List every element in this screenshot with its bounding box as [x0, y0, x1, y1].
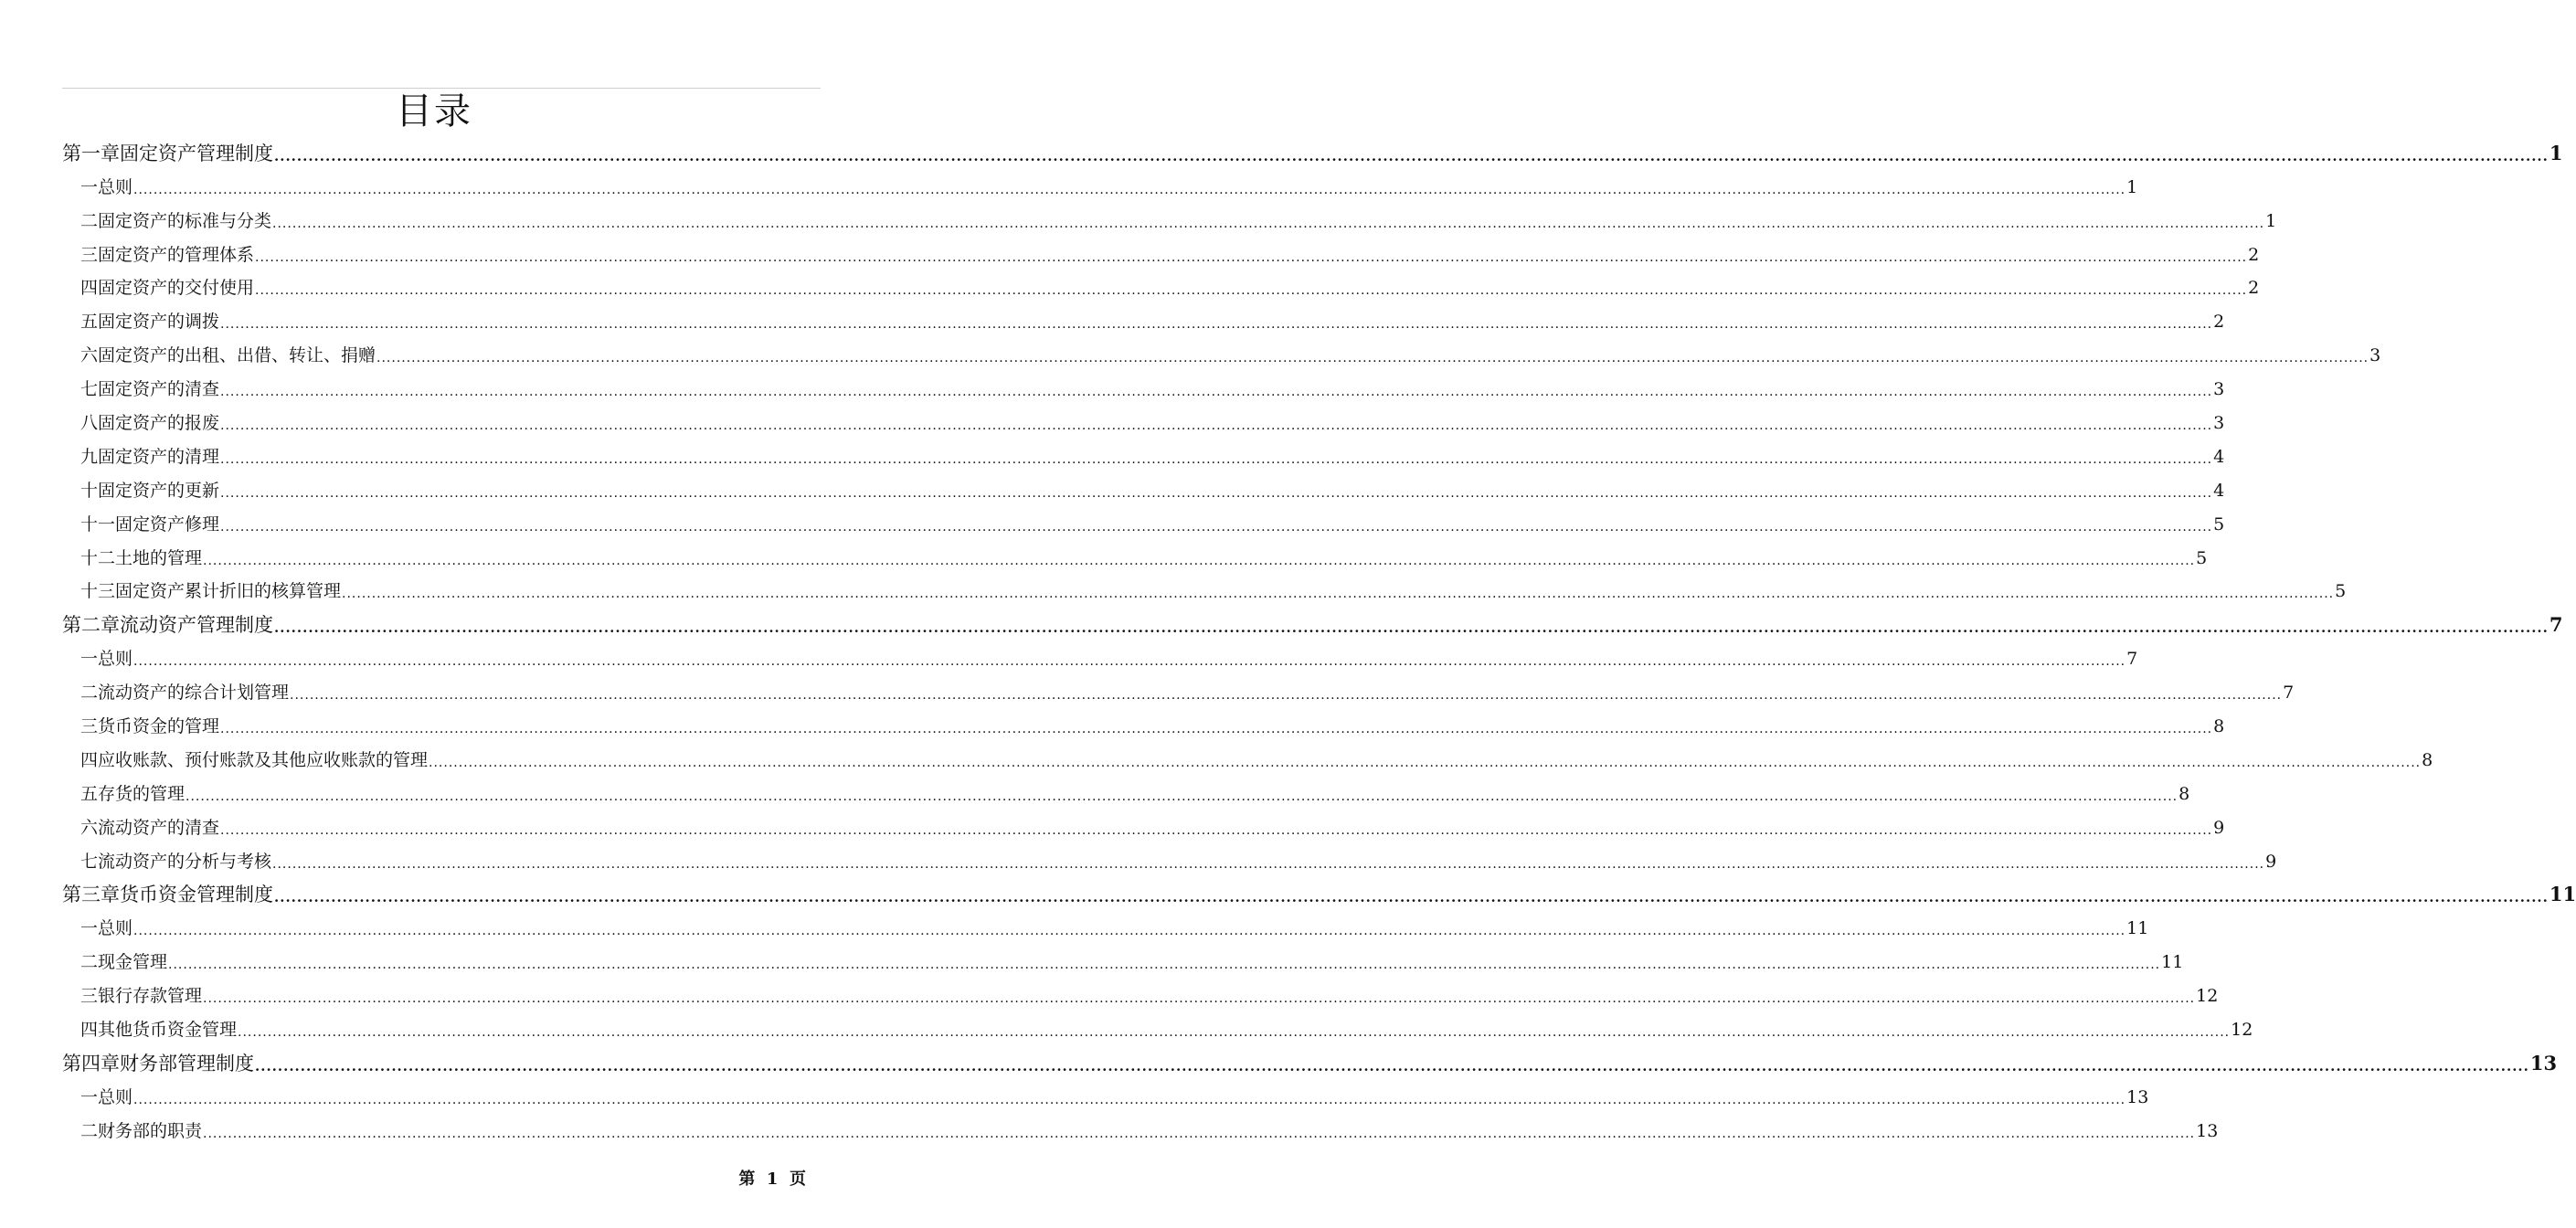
toc-entry-label: 流动资产的综合计划管理 — [98, 683, 290, 704]
toc-dot-leader: ................................................................................................................................................................................................................................................................................................................................................................................................................ — [133, 654, 2126, 670]
toc-entry-page: 11 — [2126, 918, 2149, 939]
toc-entry-number: 三 — [80, 244, 99, 265]
toc-entry-label: 土地的管理 — [115, 547, 203, 568]
toc-entry-page: 12 — [2196, 986, 2219, 1007]
toc-entry-label: 货币资金管理制度 — [120, 884, 273, 906]
toc-chapter-entry[interactable] — [62, 1045, 2558, 1079]
toc-section-entry[interactable] — [62, 270, 2260, 304]
toc-dot-leader: ................................................................................................................................................................................................................................................................................................................................................................................................................ — [274, 889, 2549, 906]
toc-dot-leader: ................................................................................................................................................................................................................................................................................................................................................................................................................ — [203, 1126, 2196, 1141]
toc-entry-page: 9 — [2265, 851, 2277, 872]
toc-entry-label: 应收账款、预付账款及其他应收账款的管理 — [98, 749, 429, 770]
toc-entry-label: 总则 — [98, 918, 133, 939]
toc-dot-leader: ................................................................................................................................................................................................................................................................................................................................................................................................................ — [272, 856, 2265, 872]
toc-dot-leader: ................................................................................................................................................................................................................................................................................................................................................................................................................ — [133, 1092, 2126, 1107]
toc-entry-page: 13 — [2126, 1086, 2149, 1107]
toc-entry-label: 总则 — [98, 649, 133, 670]
toc-entry-number: 一 — [80, 1086, 99, 1107]
toc-section-entry[interactable] — [62, 303, 2225, 337]
toc-entry-number: 第三章 — [62, 884, 120, 906]
toc-entry-page: 5 — [2196, 547, 2208, 568]
toc-section-entry[interactable] — [62, 742, 2433, 776]
toc-entry-number: 一 — [80, 649, 99, 670]
toc-section-entry[interactable] — [62, 506, 2225, 540]
toc-entry-page: 1 — [2126, 176, 2138, 197]
toc-section-entry[interactable] — [62, 776, 2190, 810]
toc-entry-number: 九 — [80, 446, 99, 467]
toc-entry-label: 总则 — [98, 176, 133, 197]
toc-section-entry[interactable] — [62, 574, 2347, 608]
toc-section-entry[interactable] — [62, 708, 2225, 742]
toc-section-entry[interactable] — [62, 674, 2295, 708]
toc-section-entry[interactable] — [62, 1011, 2253, 1045]
toc-section-entry[interactable] — [62, 1113, 2219, 1147]
footer-suffix: 页 — [790, 1170, 806, 1189]
toc-dot-leader: ................................................................................................................................................................................................................................................................................................................................................................................................................ — [429, 755, 2422, 770]
toc-dot-leader: ................................................................................................................................................................................................................................................................................................................................................................................................................ — [272, 216, 2265, 231]
toc-entry-page: 7 — [2126, 649, 2138, 670]
toc-entry-page: 4 — [2213, 480, 2225, 501]
toc-entry-number: 五 — [80, 312, 99, 333]
toc-section-entry[interactable] — [62, 439, 2225, 472]
toc-section-entry[interactable] — [62, 169, 2138, 203]
header-rule — [62, 88, 821, 89]
toc-entry-page: 12 — [2231, 1020, 2253, 1041]
toc-dot-leader: ................................................................................................................................................................................................................................................................................................................................................................................................................ — [255, 249, 2248, 265]
toc-entry-number: 一 — [80, 918, 99, 939]
toc-dot-leader: ................................................................................................................................................................................................................................................................................................................................................................................................................ — [220, 317, 2213, 333]
toc-section-entry[interactable] — [62, 910, 2149, 944]
footer-page-number: 1 — [766, 1170, 779, 1189]
toc-dot-leader: ................................................................................................................................................................................................................................................................................................................................................................................................................ — [168, 958, 2161, 973]
toc-entry-number: 二 — [80, 683, 99, 704]
toc-entry-label: 固定资产的管理体系 — [98, 244, 255, 265]
toc-entry-number: 二 — [80, 210, 99, 231]
toc-section-entry[interactable] — [62, 405, 2225, 439]
toc-entry-page: 8 — [2422, 749, 2433, 770]
toc-entry-page: 13 — [2529, 1051, 2558, 1074]
toc-entry-page: 3 — [2213, 413, 2225, 434]
toc-dot-leader: ................................................................................................................................................................................................................................................................................................................................................................................................................ — [133, 182, 2126, 197]
toc-title: 目录 — [396, 90, 472, 132]
toc-chapter-entry[interactable] — [62, 135, 2563, 169]
toc-entry-label: 流动资产管理制度 — [120, 614, 273, 637]
toc-entry-label: 固定资产管理制度 — [120, 142, 273, 164]
toc-entry-number: 第一章 — [62, 142, 120, 164]
toc-dot-leader: ................................................................................................................................................................................................................................................................................................................................................................................................................ — [255, 283, 2248, 299]
toc-entry-page: 5 — [2213, 513, 2225, 535]
toc-entry-label: 固定资产的报废 — [98, 413, 220, 434]
toc-chapter-entry[interactable] — [62, 877, 2576, 911]
toc-dot-leader: ................................................................................................................................................................................................................................................................................................................................................................................................................ — [376, 351, 2369, 366]
toc-entry-label: 固定资产的清查 — [98, 379, 220, 400]
toc-entry-number: 二 — [80, 952, 99, 973]
toc-entry-label: 财务部的职责 — [98, 1120, 203, 1141]
toc-entry-number: 七 — [80, 851, 99, 872]
toc-dot-leader: ................................................................................................................................................................................................................................................................................................................................................................................................................ — [220, 418, 2213, 434]
toc-entry-number: 六 — [80, 345, 99, 366]
toc-entry-number: 七 — [80, 379, 99, 400]
toc-entry-page: 2 — [2248, 278, 2260, 299]
toc-entry-number: 八 — [80, 413, 99, 434]
toc-entry-label: 固定资产的标准与分类 — [98, 210, 272, 231]
toc-section-entry[interactable] — [62, 1079, 2149, 1113]
toc-entry-label: 固定资产的更新 — [98, 480, 220, 501]
toc-entry-page: 4 — [2213, 446, 2225, 467]
toc-entry-label: 货币资金的管理 — [98, 716, 220, 737]
toc-entry-number: 第四章 — [62, 1052, 120, 1074]
toc-section-entry[interactable] — [62, 472, 2225, 506]
toc-entry-label: 存货的管理 — [98, 783, 186, 804]
toc-dot-leader: ................................................................................................................................................................................................................................................................................................................................................................................................................ — [203, 991, 2196, 1007]
toc-entry-page: 8 — [2178, 783, 2190, 804]
footer-prefix: 第 — [738, 1170, 756, 1189]
toc-entry-label: 固定资产修理 — [115, 513, 220, 535]
toc-section-entry[interactable] — [62, 540, 2208, 574]
toc-entry-label: 其他货币资金管理 — [98, 1020, 238, 1041]
toc-dot-leader: ................................................................................................................................................................................................................................................................................................................................................................................................................ — [220, 519, 2213, 535]
toc-dot-leader: ................................................................................................................................................................................................................................................................................................................................................................................................................ — [220, 485, 2213, 501]
toc-entry-number: 三 — [80, 986, 99, 1007]
toc-section-entry[interactable] — [62, 371, 2225, 405]
toc-entry-page: 9 — [2213, 817, 2225, 838]
toc-dot-leader: ................................................................................................................................................................................................................................................................................................................................................................................................................ — [274, 619, 2549, 637]
toc-entry-page: 13 — [2196, 1120, 2219, 1141]
toc-entry-number: 二 — [80, 1120, 99, 1141]
toc-dot-leader: ................................................................................................................................................................................................................................................................................................................................................................................................................ — [220, 385, 2213, 400]
toc-dot-leader: ................................................................................................................................................................................................................................................................................................................................................................................................................ — [220, 451, 2213, 467]
toc-dot-leader: ................................................................................................................................................................................................................................................................................................................................................................................................................ — [220, 822, 2213, 838]
toc-entry-number: 第二章 — [62, 614, 120, 637]
toc-section-entry[interactable] — [62, 337, 2381, 371]
toc-entry-page: 7 — [2283, 683, 2295, 704]
toc-entry-label: 现金管理 — [98, 952, 168, 973]
toc-entry-page: 11 — [2161, 952, 2184, 973]
toc-entry-number: 十三 — [80, 581, 116, 602]
toc-entry-number: 四 — [80, 749, 99, 770]
toc-entry-page: 8 — [2213, 716, 2225, 737]
toc-section-entry[interactable] — [62, 843, 2277, 877]
toc-section-entry[interactable] — [62, 237, 2260, 270]
toc-entry-page: 3 — [2213, 379, 2225, 400]
toc-entry-number: 四 — [80, 278, 99, 299]
toc-entry-page: 7 — [2549, 613, 2563, 637]
table-of-contents — [62, 135, 2576, 1147]
toc-entry-number: 四 — [80, 1020, 99, 1041]
toc-entry-page: 2 — [2248, 244, 2260, 265]
toc-section-entry[interactable] — [62, 810, 2225, 843]
toc-entry-page: 5 — [2335, 581, 2347, 602]
toc-entry-page: 2 — [2213, 312, 2225, 333]
toc-entry-page: 1 — [2265, 210, 2277, 231]
toc-dot-leader: ................................................................................................................................................................................................................................................................................................................................................................................................................ — [255, 1057, 2529, 1074]
toc-entry-label: 固定资产的清理 — [98, 446, 220, 467]
toc-entry-page: 1 — [2549, 141, 2563, 164]
toc-entry-label: 固定资产的交付使用 — [98, 278, 255, 299]
toc-dot-leader: ................................................................................................................................................................................................................................................................................................................................................................................................................ — [133, 924, 2126, 939]
toc-entry-number: 三 — [80, 716, 99, 737]
toc-dot-leader: ................................................................................................................................................................................................................................................................................................................................................................................................................ — [186, 789, 2178, 804]
toc-entry-number: 一 — [80, 176, 99, 197]
toc-chapter-entry[interactable] — [62, 607, 2563, 640]
toc-entry-page: 11 — [2549, 883, 2576, 906]
toc-dot-leader: ................................................................................................................................................................................................................................................................................................................................................................................................................ — [203, 553, 2196, 568]
toc-section-entry[interactable] — [62, 944, 2184, 978]
toc-entry-label: 固定资产累计折旧的核算管理 — [115, 581, 342, 602]
toc-dot-leader: ................................................................................................................................................................................................................................................................................................................................................................................................................ — [274, 147, 2549, 164]
toc-entry-number: 十二 — [80, 547, 116, 568]
toc-entry-number: 六 — [80, 817, 99, 838]
toc-entry-label: 银行存款管理 — [98, 986, 203, 1007]
toc-entry-label: 固定资产的调拨 — [98, 312, 220, 333]
toc-entry-label: 财务部管理制度 — [120, 1052, 254, 1074]
toc-dot-leader: ................................................................................................................................................................................................................................................................................................................................................................................................................ — [238, 1025, 2231, 1041]
toc-entry-label: 总则 — [98, 1086, 133, 1107]
toc-entry-label: 流动资产的分析与考核 — [98, 851, 272, 872]
toc-entry-label: 固定资产的出租、出借、转让、捐赠 — [98, 345, 376, 366]
toc-section-entry[interactable] — [62, 203, 2277, 237]
toc-entry-label: 流动资产的清查 — [98, 817, 220, 838]
toc-entry-number: 五 — [80, 783, 99, 804]
toc-entry-number: 十 — [80, 480, 99, 501]
toc-section-entry[interactable] — [62, 978, 2219, 1011]
toc-dot-leader: ................................................................................................................................................................................................................................................................................................................................................................................................................ — [220, 722, 2213, 737]
page-footer — [738, 1166, 806, 1190]
toc-dot-leader: ................................................................................................................................................................................................................................................................................................................................................................................................................ — [342, 587, 2335, 602]
toc-dot-leader: ................................................................................................................................................................................................................................................................................................................................................................................................................ — [290, 688, 2283, 704]
toc-entry-number: 十一 — [80, 513, 116, 535]
toc-section-entry[interactable] — [62, 640, 2138, 674]
toc-entry-page: 3 — [2369, 345, 2381, 366]
